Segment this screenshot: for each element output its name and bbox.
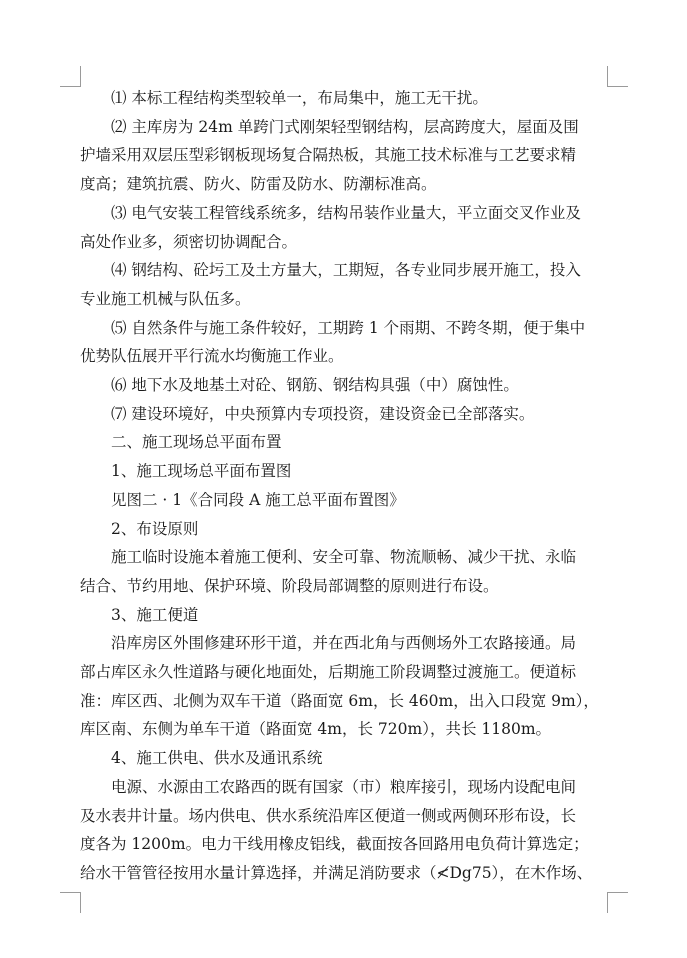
text-line: 电源、水源由工农路西的既有国家（市）粮库接引，现场内设配电间: [111, 777, 577, 796]
text-line: 度各为 1200m。电力干线用橡皮铝线，截面按各回路用电负荷计算选定；: [80, 835, 589, 854]
text-line: 1、施工现场总平面布置图: [111, 462, 292, 481]
paragraph: [80, 773, 608, 888]
text-line: 3、施工便道: [111, 605, 199, 624]
text-line: 施工临时设施本着施工便利、安全可靠、物流顺畅、减少干扰、永临: [111, 548, 577, 567]
text-line: 见图二 · 1《合同段 A 施工总平面布置图》: [111, 490, 405, 509]
text-line: 部占库区永久性道路与硬化地面处，后期施工阶段调整过渡施工。便道标: [80, 663, 577, 682]
paragraph: [80, 199, 608, 256]
text-line: 4、施工供电、供水及通讯系统: [111, 749, 323, 768]
text-line: ⑺ 建设环境好，中央预算内专项投资，建设资金已全部落实。: [111, 404, 535, 423]
text-line: 护墙采用双层压型彩钢板现场复合隔热板，其施工技术标准与工艺要求精: [80, 146, 577, 165]
text-line: 结合、节约用地、保护环境、阶段局部调整的原则进行布设。: [80, 576, 499, 595]
text-line: 二、施工现场总平面布置: [111, 433, 282, 452]
paragraph: [80, 113, 608, 199]
text-line: ⑶ 电气安装工程管线系统多，结构吊装作业量大，平立面交叉作业及: [111, 203, 581, 222]
figure-reference: [80, 486, 608, 515]
subsection-heading: [80, 515, 608, 544]
subsection-heading: [80, 744, 608, 773]
paragraph: [80, 256, 608, 313]
text-line: 沿库房区外围修建环形干道，并在西北角与西侧场外工农路接通。局: [111, 634, 577, 653]
subsection-heading: [80, 601, 608, 630]
paragraph: [80, 629, 608, 744]
section-heading: [80, 428, 608, 457]
text-line: ⑷ 钢结构、砼圬工及土方量大，工期短，各专业同步展开施工，投入: [111, 261, 581, 280]
text-line: 及水表井计量。场内供电、供水系统沿库区便道一侧或两侧环形布设，长: [80, 806, 577, 825]
margin-mark-bottom-left: [60, 892, 81, 913]
text-line: 库区南、东侧为单车干道（路面宽 4m，长 720m），共长 1180m。: [80, 720, 552, 739]
margin-mark-bottom-right: [607, 892, 628, 913]
paragraph: [80, 84, 608, 113]
paragraph: [80, 400, 608, 429]
text-line: 优势队伍展开平行流水均衡施工作业。: [80, 347, 344, 366]
paragraph: [80, 371, 608, 400]
paragraph: [80, 314, 608, 371]
text-line: 给水干管管径按用水量计算选择，并满足消防要求（≮Dg75），在木作场、: [80, 863, 593, 882]
document-body: [80, 84, 608, 888]
paragraph: [80, 543, 608, 600]
text-line: ⑸ 自然条件与施工条件较好，工期跨 1 个雨期、不跨冬期，便于集中: [111, 318, 586, 337]
text-line: ⑴ 本标工程结构类型较单一，布局集中，施工无干扰。: [111, 89, 488, 107]
margin-mark-top-left: [60, 66, 81, 87]
text-line: 2、布设原则: [111, 519, 199, 538]
text-line: 专业施工机械与队伍多。: [80, 289, 251, 308]
text-line: 准：库区西、北侧为双车干道（路面宽 6m，长 460m，出入口段宽 9m），: [80, 691, 599, 710]
text-line: ⑵ 主库房为 24m 单跨门式刚架轻型钢结构，层高跨度大，屋面及围: [111, 117, 579, 136]
margin-mark-top-right: [607, 66, 628, 87]
text-line: ⑹ 地下水及地基土对砼、钢筋、钢结构具强（中）腐蚀性。: [111, 376, 519, 395]
text-line: 高处作业多，须密切协调配合。: [80, 232, 298, 251]
text-line: 度高；建筑抗震、防火、防雷及防水、防潮标准高。: [80, 175, 437, 194]
subsection-heading: [80, 457, 608, 486]
